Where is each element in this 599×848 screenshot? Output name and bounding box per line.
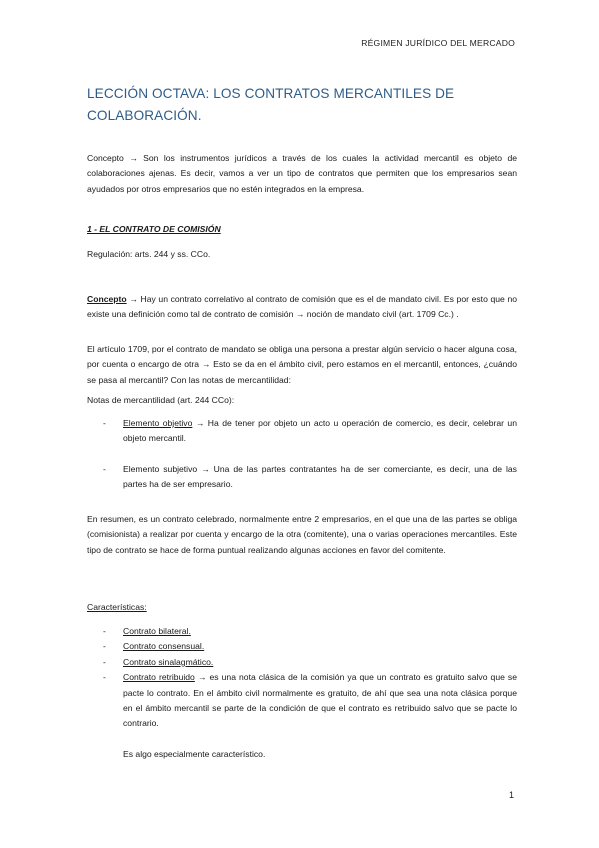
section-heading xyxy=(87,222,517,237)
list-item xyxy=(87,655,517,670)
lesson-title: LECCIÓN OCTAVA: LOS CONTRATOS MERCANTILES DE COLABORACIÓN. xyxy=(87,86,455,123)
page-number: 1 xyxy=(508,790,514,800)
notes-list xyxy=(87,416,517,493)
list-item xyxy=(87,416,517,447)
note-label: Elemento objetivo xyxy=(123,418,193,428)
intro-label: Concepto xyxy=(87,153,124,163)
list-item xyxy=(87,624,517,639)
feature-label: Contrato sinalagmático. xyxy=(123,656,214,667)
list-item xyxy=(87,462,517,493)
dash-bullet: - xyxy=(103,626,106,636)
features-label: Características: xyxy=(87,602,147,612)
dash-bullet: - xyxy=(103,656,106,667)
dash-bullet: - xyxy=(103,641,106,652)
note-text: → Ha de tener por objeto un acto u operación de comercio, es decir, celebrar un objeto mercantil. xyxy=(123,418,517,444)
note-text: → Una de las partes contratantes ha de ser comerciante, es decir, una de las partes ha de ser empresario. xyxy=(123,463,517,490)
dash-bullet: - xyxy=(103,418,106,428)
feature-label: Contrato retribuido xyxy=(123,672,195,683)
list-item xyxy=(87,670,517,732)
dash-bullet: - xyxy=(103,672,106,683)
concept-label: Concepto xyxy=(87,294,127,304)
intro-paragraph xyxy=(87,151,517,197)
concept-text: Hay un contrato correlativo al contrato de comisión que es el de mandato civil. Es por esto que no existe una definición como tal de contrato de comisión → noción de mandato civil (art. 1709 Cc.) . xyxy=(87,294,518,320)
feature-text: → es una nota clásica de la comisión ya que un contrato es gratuito salvo que se pacte lo contrato. En el ámbito civil normalmente es gratuito, de ahí que sea una nota clásica porque en el ámbito mercantil se parte de la condición de que el contrato es retribuido salvo que se pacte lo contrario. xyxy=(123,672,517,729)
closing-note: Es algo especialmente característico. xyxy=(123,748,266,759)
features-list xyxy=(87,624,517,762)
summary-paragraph: En resumen, es un contrato celebrado, normalmente entre 2 empresarios, en el que una de las partes se obliga (comisionista) a realizar por cuenta y encargo de la otra (comitente), una o varias operaciones mercantiles. Este tipo de contrato se hace de forma puntual realizando algunas acciones en favor del comitente. xyxy=(87,514,517,555)
feature-label: Contrato consensual. xyxy=(123,641,205,652)
notes-label: Notas de mercantilidad (art. 244 CCo): xyxy=(87,395,235,405)
article-paragraph: El artículo 1709, por el contrato de mandato se obliga una persona a prestar algún servicio o hacer alguna cosa, por cuenta o encargo de otra → Esto se da en el ámbito civil, pero estamos en el mercantil, entonces, ¿cuándo se pasa al mercantil? Con las notas de mercantilidad: xyxy=(87,344,517,385)
dash-bullet: - xyxy=(103,463,106,474)
concept-paragraph xyxy=(87,292,517,323)
feature-label: Contrato bilateral. xyxy=(123,626,191,636)
features-heading xyxy=(87,600,517,615)
intro-text: Son los instrumentos jurídicos a través de los cuales la actividad mercantil es objeto de colaboraciones ajenas. Es decir, vamos a ver un tipo de contratos que permiten que los empresarios sean ayudados por otros empresarios que no estén integrados en la empresa. xyxy=(87,153,518,194)
running-header: RÉGIMEN JURÍDICO DEL MERCADO xyxy=(361,38,515,48)
arrow-icon: → xyxy=(129,294,138,304)
section-title: 1 - EL CONTRATO DE COMISIÓN xyxy=(87,224,221,234)
regulation-line: Regulación: arts. 244 y ss. CCo. xyxy=(87,249,211,259)
list-item xyxy=(87,639,517,654)
note-label: Elemento subjetivo xyxy=(123,463,198,474)
arrow-icon: → xyxy=(129,153,138,163)
